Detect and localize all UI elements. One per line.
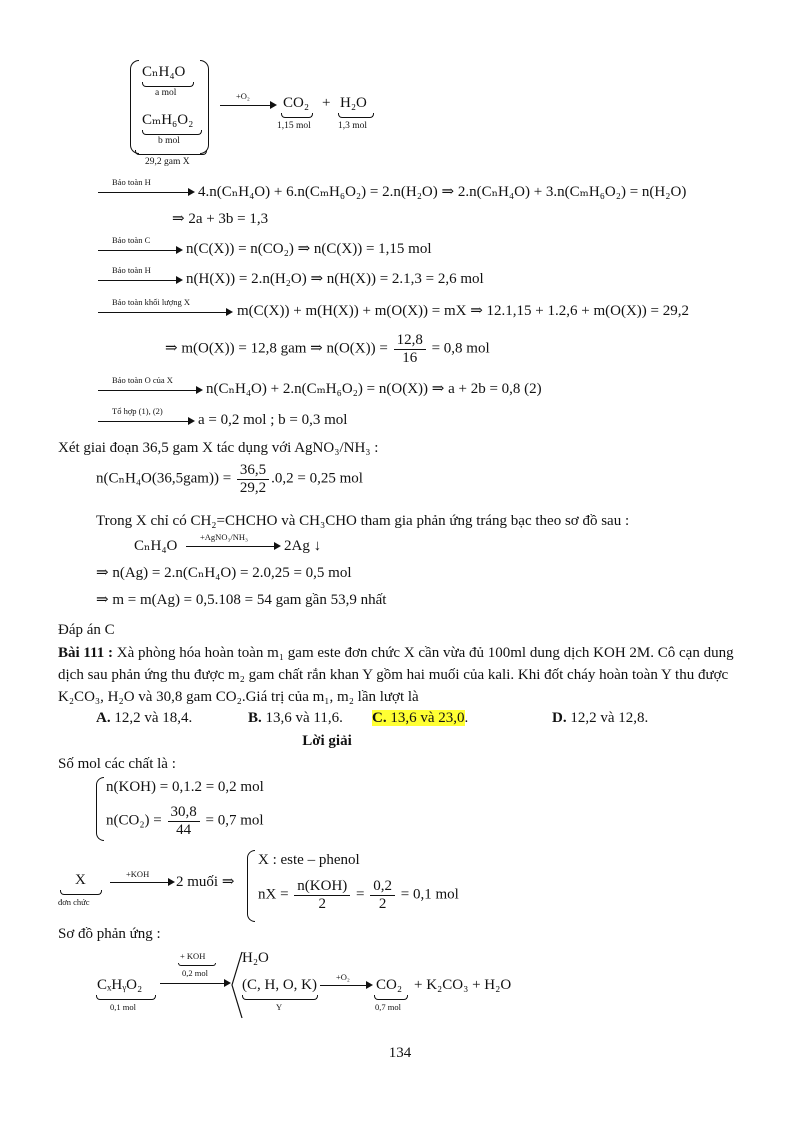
silver-eq-1: ⇒ n(Ag) = 2.n(CₙH₄O) = 2.0,25 = 0,5 mol	[96, 565, 352, 581]
reactant-2-label: b mol	[158, 136, 180, 146]
brace-right	[200, 60, 209, 154]
arrow-icon	[188, 417, 195, 425]
problem-number: Bài 111 :	[58, 645, 114, 661]
react-intro: Sơ đồ phản ứng :	[58, 926, 161, 942]
arrow-label-o2: +O₂	[236, 91, 250, 101]
arrow-icon	[366, 981, 373, 989]
silver-text: Trong X chỉ có CH₂=CHCHO và CH₃CHO tham gia phản ứng tráng bạc theo sơ đồ sau :	[96, 513, 630, 529]
step-label: Tổ hợp (1), (2)	[112, 406, 163, 416]
option-a: A. 12,2 và 18,4.	[96, 710, 193, 726]
problem-text: Xà phòng hóa hoàn toàn m₁ gam este đơn chức X cần vừa đủ 100ml dung dịch KOH 2M. Cô cạn dung dịch sau phản ứng thu được m₂ gam chất rắn khan Y gồm hai muối của kali. Khi đốt cháy hoàn toàn Y thu được K₂CO₃, H₂O và 30,8 gam CO₂.Giá trị của m₁, m₂ lần lượt là	[58, 645, 734, 705]
product-co2-label: 1,15 mol	[277, 121, 311, 131]
arrow-icon	[270, 101, 277, 109]
arrow-icon	[188, 188, 195, 196]
brace-left	[130, 60, 139, 154]
step-label: Bảo toàn C	[112, 235, 151, 245]
step-expr: a = 0,2 mol ; b = 0,3 mol	[198, 412, 348, 428]
reactant-1-label: a mol	[155, 88, 177, 98]
stage-equation: n(CₙH₄O(36,5gam)) = $\frac{36,5}{29,2}$ .0,2 = 0,25 mol	[96, 462, 363, 496]
step-expr: n(C(X)) = n(CO₂) ⇒ n(C(X)) = 1,15 mol	[186, 241, 432, 257]
silver-eq-2: ⇒ m = m(Ag) = 0,5.108 = 54 gam gần 53,9 nhất	[96, 592, 387, 608]
step-label: Bảo toàn khối lượng X	[112, 297, 191, 307]
mol-intro: Số mol các chất là :	[58, 756, 176, 772]
step-label: Bảo toàn O của X	[112, 375, 173, 385]
product-h2o: H₂O	[340, 95, 367, 111]
problem-statement	[58, 642, 748, 708]
solution-title: Lời giải	[302, 733, 352, 749]
reactant-2: CₘH₆O₂	[142, 112, 194, 128]
option-d: D. 12,2 và 12,8.	[552, 710, 649, 726]
step-expr: 4.n(CₙH₄O) + 6.n(CₘH₆O₂) = 2.n(H₂O) ⇒ 2.n(CₙH₄O) + 3.n(CₘH₆O₂) = n(H₂O)	[198, 184, 687, 200]
product-co2: CO₂	[283, 95, 310, 111]
arrow-icon	[176, 246, 183, 254]
arrow-icon	[196, 386, 203, 394]
product-h2o-label: 1,3 mol	[338, 121, 368, 131]
step-label: Bảo toàn H	[112, 177, 151, 187]
option-b: B. 13,6 và 11,6.	[248, 710, 343, 726]
option-c: C. 13,6 và 23,0.	[372, 710, 469, 726]
step-expr: n(CₙH₄O) + 2.n(CₘH₆O₂) = n(O(X)) ⇒ a + 2b = 0,8 (2)	[206, 381, 542, 397]
mixture-label: 29,2 gam X	[145, 157, 190, 167]
step-expr: ⇒ 2a + 3b = 1,3	[172, 211, 269, 227]
step-expr: ⇒ m(O(X)) = 12,8 gam ⇒ n(O(X)) = $\frac{12,8}{16}$ = 0,8 mol	[165, 332, 490, 366]
reactant-1: CₙH₄O	[142, 64, 186, 80]
page-number: 134	[388, 1045, 412, 1061]
stage-text: Xét giai đoạn 36,5 gam X tác dụng với AgNO₃/NH₃ :	[58, 440, 379, 456]
arrow-icon	[176, 276, 183, 284]
step-label: Bảo toàn H	[112, 265, 151, 275]
step-expr: m(C(X)) + m(H(X)) + m(O(X)) = mX ⇒ 12.1,15 + 1.2,6 + m(O(X)) = 29,2	[237, 303, 689, 319]
previous-answer: Đáp án C	[58, 622, 115, 638]
arrow-icon	[274, 542, 281, 550]
step-expr: n(H(X)) = 2.n(H₂O) ⇒ n(H(X)) = 2.1,3 = 2,6 mol	[186, 271, 484, 287]
arrow-icon	[168, 878, 175, 886]
arrow-icon	[226, 308, 233, 316]
